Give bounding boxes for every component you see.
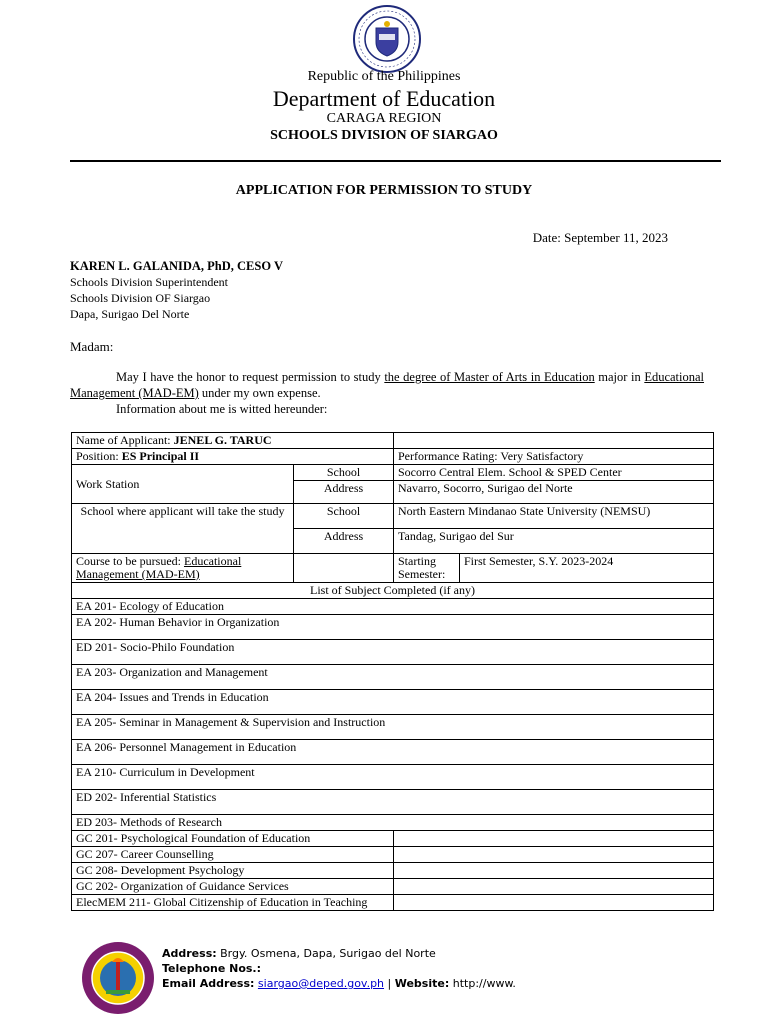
region-name: CARAGA REGION xyxy=(326,111,442,126)
subject-row: ED 201- Socio-Philo Foundation xyxy=(72,640,714,665)
address-label: Address xyxy=(294,481,394,504)
header-divider xyxy=(70,160,721,162)
subject-row: EA 206- Personnel Management in Education xyxy=(72,740,714,765)
subject-row: GC 201- Psychological Foundation of Education xyxy=(72,831,394,847)
subject-row: EA 205- Seminar in Management & Supervision and Instruction xyxy=(72,715,714,740)
applicant-info-table xyxy=(71,432,714,911)
subject-row: ED 202- Inferential Statistics xyxy=(72,790,714,815)
letter-body xyxy=(70,369,704,417)
subjects-header: List of Subject Completed (if any) xyxy=(72,583,714,599)
work-address: Navarro, Socorro, Surigao del Norte xyxy=(394,481,714,504)
subject-row: EA 202- Human Behavior in Organization xyxy=(72,615,714,640)
subject-row: EA 204- Issues and Trends in Education xyxy=(72,690,714,715)
work-station-label: Work Station xyxy=(72,465,294,504)
blank-cell xyxy=(294,554,394,583)
subject-row: EA 210- Curriculum in Development xyxy=(72,765,714,790)
division-of-siargao-seal-icon xyxy=(80,940,156,1016)
document-title: APPLICATION FOR PERMISSION TO STUDY xyxy=(235,183,533,198)
school-label: School xyxy=(294,504,394,529)
blank-cell xyxy=(394,863,714,879)
applicant-name: JENEL G. TARUC xyxy=(173,433,272,447)
website-link[interactable]: http://www. xyxy=(449,977,516,990)
addressee-line: Dapa, Surigao Del Norte xyxy=(70,307,190,321)
blank-cell xyxy=(394,895,714,911)
blank-cell xyxy=(394,847,714,863)
body-text: Information about me is witted hereunder: xyxy=(116,402,328,416)
address-label: Address xyxy=(294,529,394,554)
subject-row: EA 201- Ecology of Education xyxy=(72,599,714,615)
course-cell: Course to be pursued: Educational Management (MAD-EM) xyxy=(72,554,294,583)
footer-phone: Telephone Nos.: xyxy=(162,962,262,975)
subject-row: GC 207- Career Counselling xyxy=(72,847,394,863)
blank-cell xyxy=(394,831,714,847)
body-text: under my own expense. xyxy=(198,386,321,400)
starting-semester-value: First Semester, S.Y. 2023-2024 xyxy=(460,554,714,583)
starting-semester-label: Starting Semester: xyxy=(394,554,460,583)
degree-text: the degree of Master of Arts in Education xyxy=(384,370,595,384)
course-value: Educational Management (MAD-EM) xyxy=(76,554,242,581)
deped-seal-icon xyxy=(352,4,422,74)
email-link[interactable]: siargao@deped.gov.ph xyxy=(257,977,385,990)
department-name: Department of Education xyxy=(272,86,496,111)
study-school-label: School where applicant will take the study xyxy=(72,504,294,554)
republic-line: Republic of the Philippines xyxy=(307,69,461,84)
position-cell: Position: ES Principal II xyxy=(72,449,394,465)
school-label: School xyxy=(294,465,394,481)
work-school: Socorro Central Elem. School & SPED Center xyxy=(394,465,714,481)
footer-address: Address: Brgy. Osmena, Dapa, Surigao del Norte xyxy=(162,947,436,960)
major-text: Educational Management (MAD-EM) xyxy=(70,370,705,400)
footer-email: Email Address: siargao@deped.gov.ph | Website: http://www. xyxy=(162,977,516,990)
blank-cell xyxy=(394,879,714,895)
body-text: May I have the honor to request permission to study xyxy=(116,370,385,384)
blank-cell xyxy=(394,433,714,449)
subject-row: GC 208- Development Psychology xyxy=(72,863,394,879)
body-text: major in xyxy=(594,370,645,384)
study-school: North Eastern Mindanao State University (NEMSU) xyxy=(394,504,714,529)
footer-contact xyxy=(162,946,516,991)
subject-row: GC 202- Organization of Guidance Services xyxy=(72,879,394,895)
addressee-line: Schools Division OF Siargao xyxy=(70,291,211,305)
document-date: Date: September 11, 2023 xyxy=(532,230,668,245)
performance-rating: Performance Rating: Very Satisfactory xyxy=(394,449,714,465)
division-name: SCHOOLS DIVISION OF SIARGAO xyxy=(270,128,498,143)
addressee-line: Schools Division Superintendent xyxy=(70,275,228,289)
subject-row: ED 203- Methods of Research xyxy=(72,815,714,831)
study-address: Tandag, Surigao del Sur xyxy=(394,529,714,554)
subject-row: ElecMEM 211- Global Citizenship of Education in Teaching xyxy=(72,895,394,911)
subject-row: EA 203- Organization and Management xyxy=(72,665,714,690)
applicant-name-cell: Name of Applicant: JENEL G. TARUC xyxy=(72,433,394,449)
position-value: ES Principal II xyxy=(121,449,200,463)
addressee-name: KAREN L. GALANIDA, PhD, CESO V xyxy=(70,259,283,273)
salutation: Madam: xyxy=(70,339,114,354)
